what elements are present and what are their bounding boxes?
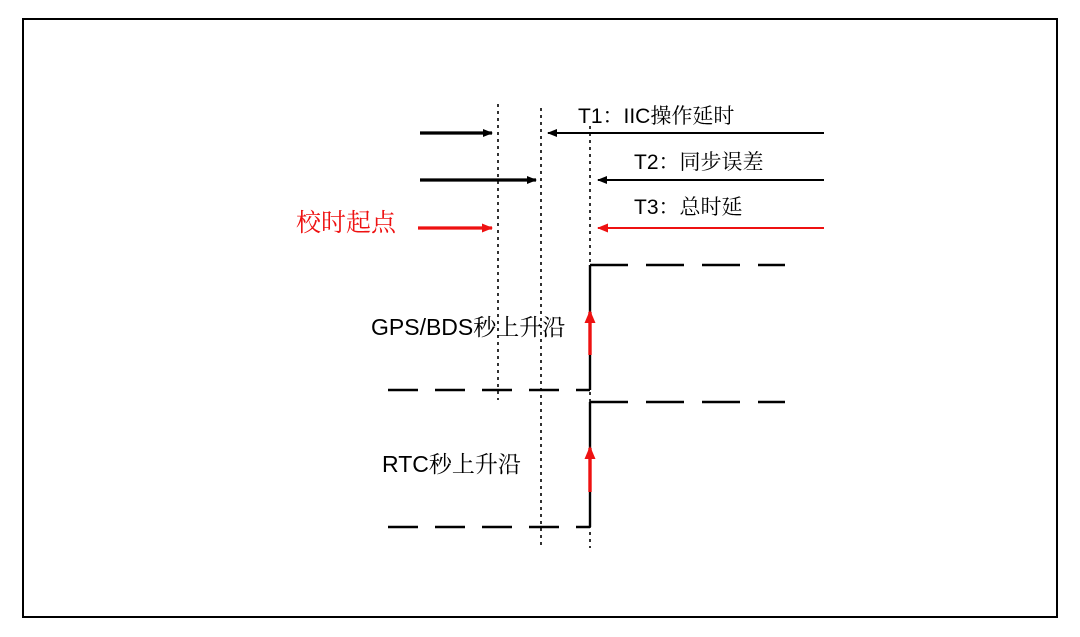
rtc-edge-label: RTC秒上升沿 — [382, 451, 521, 477]
t2-label: T2：同步误差 — [634, 151, 764, 174]
gps-edge-label: GPS/BDS秒上升沿 — [371, 314, 566, 340]
t3-label: T3：总时延 — [634, 196, 743, 219]
t1-label: T1：IIC操作延时 — [578, 105, 735, 128]
start-point-label: 校时起点 — [296, 209, 397, 237]
